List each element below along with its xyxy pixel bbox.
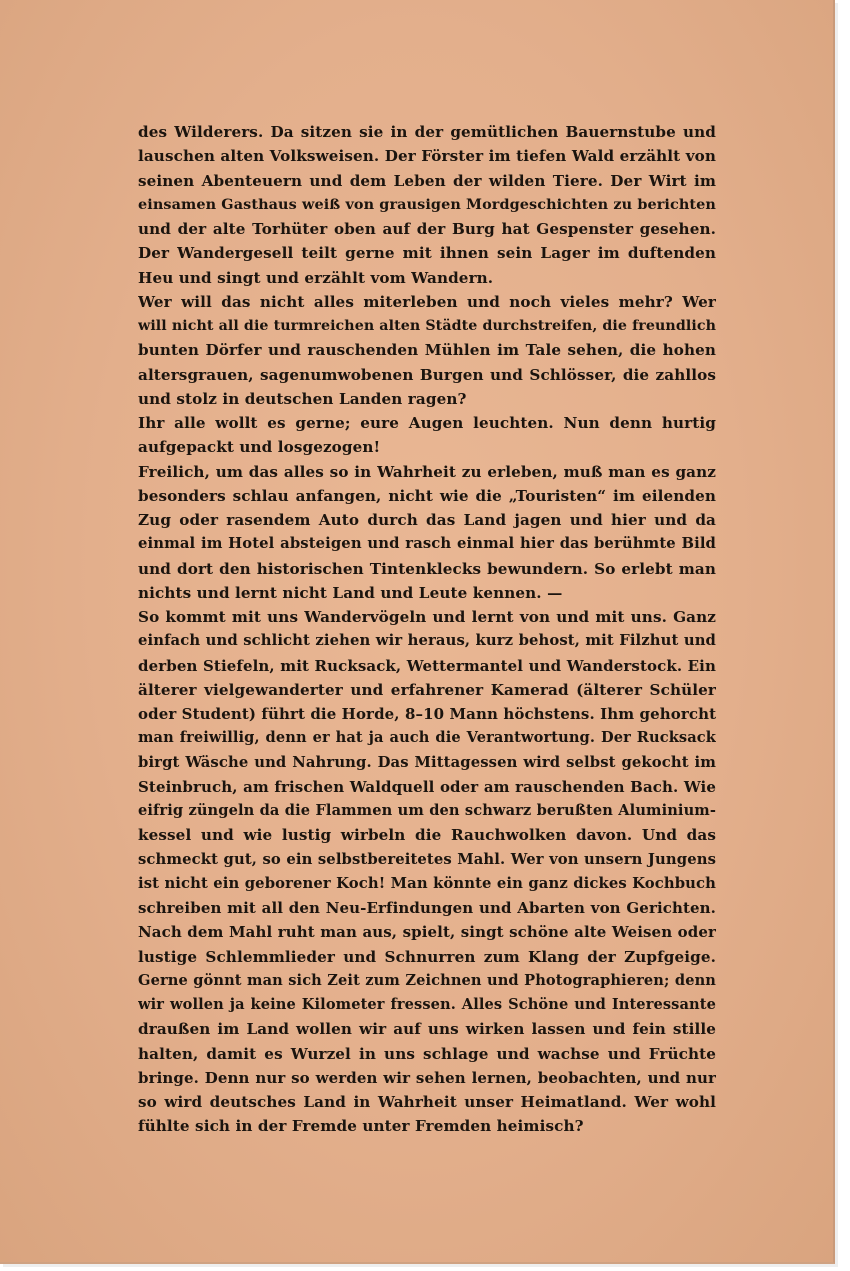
text-line: So kommt mit uns Wandervögeln und lernt von und mit uns. Ganz	[138, 608, 716, 626]
scan-margin-right	[833, 0, 850, 1271]
text-line: wir wollen ja keine Kilometer fressen. Alles Schöne und Interessante	[138, 996, 716, 1013]
text-line: draußen im Land wollen wir auf uns wirken lassen und fein stille	[138, 1020, 716, 1039]
text-line: aufgepackt und losgezogen!	[138, 438, 381, 457]
body-text	[138, 120, 716, 1139]
text-line: halten, damit es Wurzel in uns schlage und wachse und Früchte	[138, 1044, 716, 1063]
text-line: schreiben mit all den Neu-Erfindungen und Abarten von Gerichten.	[138, 899, 716, 917]
text-line: Freilich, um das alles so in Wahrheit zu erleben, muß man es ganz	[138, 462, 716, 481]
text-line: einsamen Gasthaus weiß von grausigen Mordgeschichten zu berichten	[138, 195, 716, 213]
text-line: einfach und schlicht ziehen wir heraus, kurz behost, mit Filzhut und	[138, 632, 716, 650]
text-line: bunten Dörfer und rauschenden Mühlen im Tale sehen, die hohen	[138, 341, 716, 360]
text-line: ist nicht ein geborener Koch! Man könnte ein ganz dickes Kochbuch	[138, 874, 716, 892]
text-line: lauschen alten Volksweisen. Der Förster im tiefen Wald erzählt von	[138, 147, 716, 166]
text-line: einmal im Hotel absteigen und rasch einmal hier das berühmte Bild	[138, 535, 716, 553]
text-line: altersgrauen, sagenumwobenen Burgen und Schlösser, die zahllos	[138, 365, 716, 384]
text-line: Gerne gönnt man sich Zeit zum Zeichnen und Photographieren; denn	[138, 971, 716, 989]
text-line: Steinbruch, am frischen Waldquell oder am rauschenden Bach. Wie	[138, 777, 716, 796]
text-line: will nicht all die turmreichen alten Städte durchstreifen, die freundlich	[138, 318, 716, 334]
text-line: Ihr alle wollt es gerne; eure Augen leuchten. Nun denn hurtig	[138, 414, 716, 432]
text-line: eifrig züngeln da die Flammen um den schwarz berußten Aluminium-	[138, 802, 716, 819]
text-line: nichts und lernt nicht Land und Leute kennen. —	[138, 583, 563, 602]
text-line: Heu und singt und erzählt vom Wandern.	[138, 268, 494, 287]
text-line: lustige Schlemmlieder und Schnurren zum Klang der Zupfgeige.	[138, 947, 716, 966]
text-line: Nach dem Mahl ruht man aus, spielt, singt schöne alte Weisen oder	[138, 923, 716, 942]
text-line: so wird deutsches Land in Wahrheit unser Heimatland. Wer wohl	[138, 1093, 716, 1111]
text-line: kessel und wie lustig wirbeln die Rauchwolken davon. Und das	[138, 826, 716, 845]
text-line: des Wilderers. Da sitzen sie in der gemütlichen Bauernstube und	[138, 123, 716, 141]
text-line: birgt Wäsche und Nahrung. Das Mittagessen wird selbst gekocht im	[138, 753, 716, 771]
text-line: seinen Abenteuern und dem Leben der wilden Tiere. Der Wirt im	[138, 171, 716, 190]
text-line: fühlte sich in der Fremde unter Fremden heimisch?	[138, 1117, 584, 1136]
text-line: man freiwillig, denn er hat ja auch die Verantwortung. Der Rucksack	[138, 729, 716, 747]
text-line: derben Stiefeln, mit Rucksack, Wettermantel und Wanderstock. Ein	[138, 656, 716, 675]
text-line: und stolz in deutschen Landen ragen?	[138, 389, 467, 408]
text-line: und der alte Torhüter oben auf der Burg hat Gespenster gesehen.	[138, 220, 716, 238]
text-line: Wer will das nicht alles miterleben und noch vieles mehr? Wer	[138, 292, 716, 311]
text-line: besonders schlau anfangen, nicht wie die „Touristen“ im eilenden	[138, 486, 716, 505]
text-line: oder Student) führt die Horde, 8–10 Mann höchstens. Ihm gehorcht	[138, 705, 716, 723]
text-line: bringe. Denn nur so werden wir sehen lernen, beobachten, und nur	[138, 1068, 716, 1087]
text-line: und dort den historischen Tintenklecks bewundern. So erlebt man	[138, 559, 716, 578]
text-line: älterer vielgewanderter und erfahrener Kamerad (älterer Schüler	[138, 680, 716, 699]
text-line: schmeckt gut, so ein selbstbereitetes Mahl. Wer von unsern Jungens	[138, 850, 716, 868]
text-line: Der Wandergesell teilt gerne mit ihnen sein Lager im duftenden	[138, 244, 716, 263]
text-line: Zug oder rasendem Auto durch das Land jagen und hier und da	[138, 511, 716, 529]
